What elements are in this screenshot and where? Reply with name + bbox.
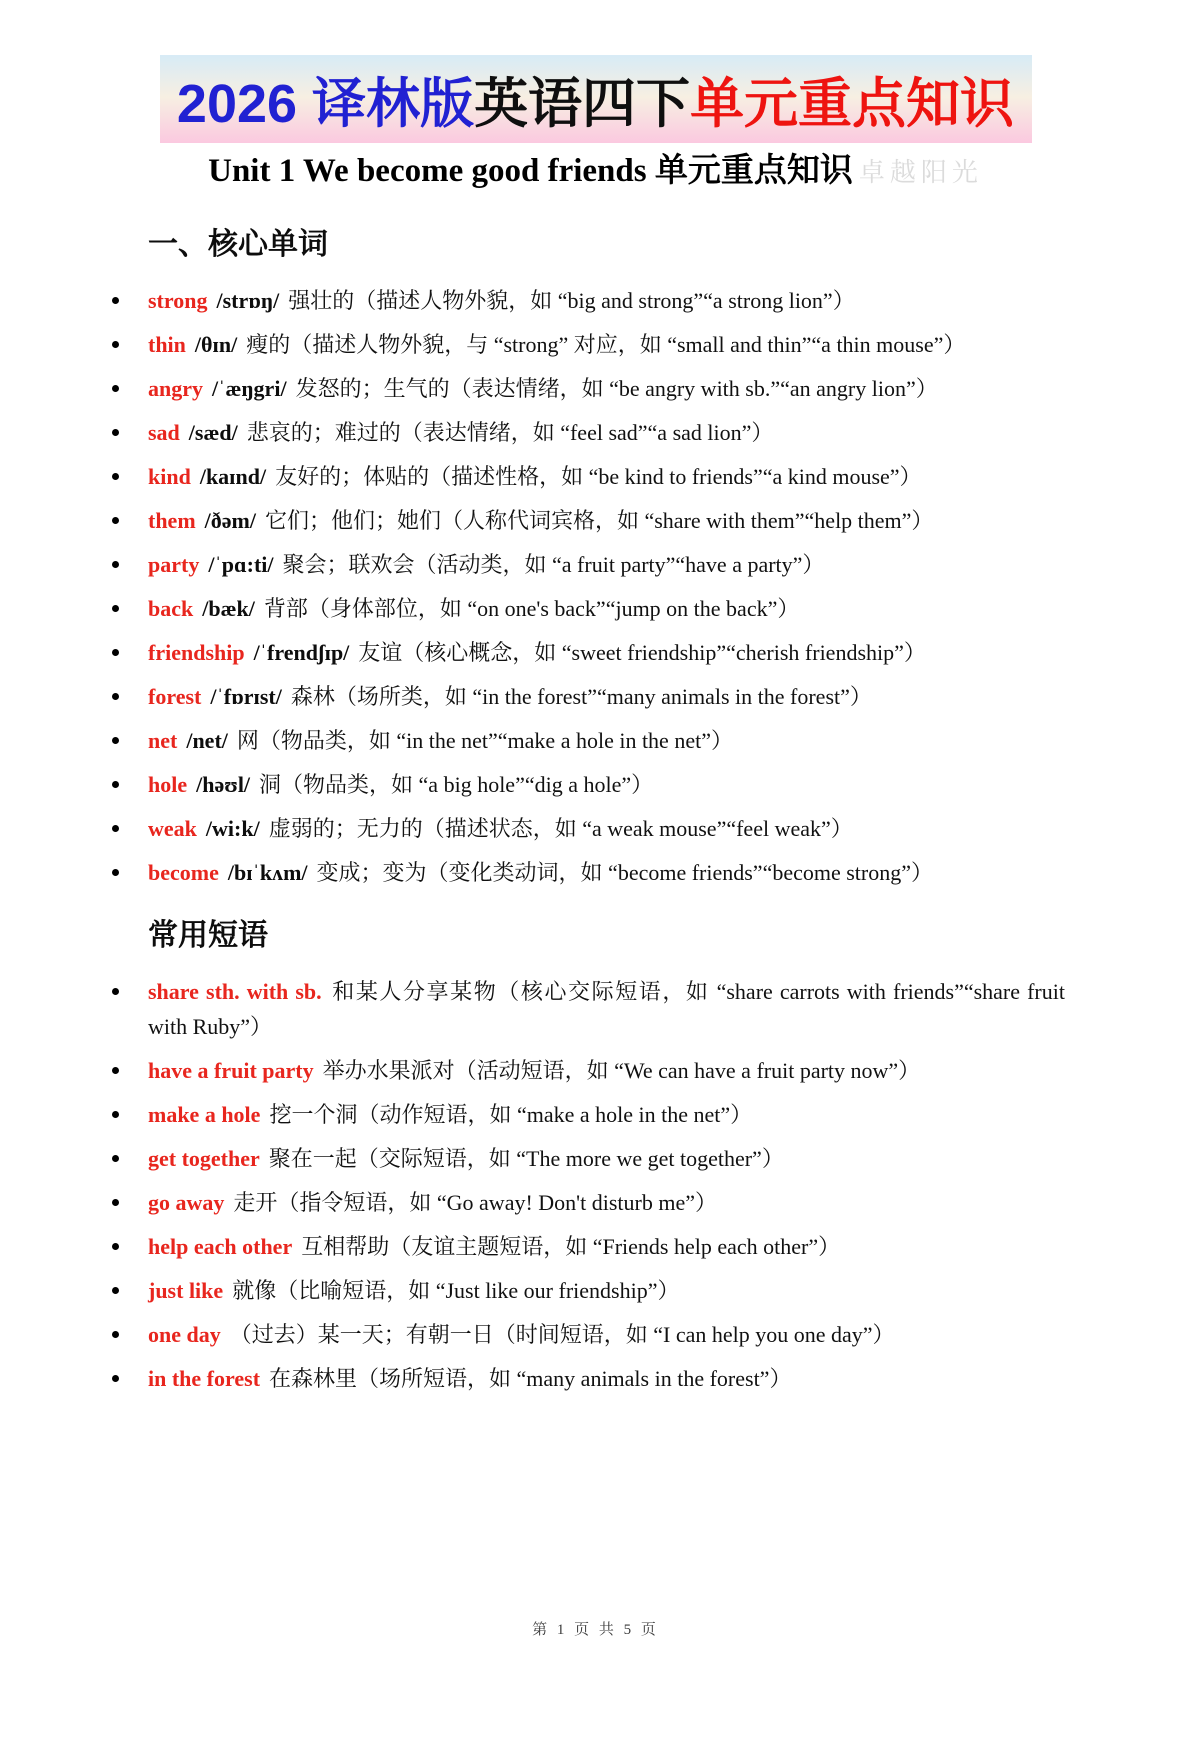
list-item xyxy=(148,1141,1065,1176)
entry-description: 瘦的（描述人物外貌，与 “strong” 对应，如 “small and thin”“a thin mouse”） xyxy=(246,332,966,357)
entry-description: 互相帮助（友谊主题短语，如 “Friends help each other”） xyxy=(301,1234,841,1259)
banner-subject-grade: 英语四下 xyxy=(474,73,691,134)
entry-phonetic: /θɪn/ xyxy=(194,332,238,357)
entry-phonetic: /bæk/ xyxy=(202,596,255,621)
list-item xyxy=(148,635,1065,670)
list-item xyxy=(148,1317,1065,1352)
entry-phonetic: /ˈfɒrɪst/ xyxy=(210,684,282,709)
entry-word: strong xyxy=(148,288,208,313)
list-item xyxy=(148,723,1065,758)
banner-key-knowledge: 单元重点知识 xyxy=(690,73,1015,134)
entry-phonetic: /kaɪnd/ xyxy=(199,464,267,489)
entry-word: kind xyxy=(148,464,191,489)
entry-word: one day xyxy=(148,1322,221,1347)
entry-word: help each other xyxy=(148,1234,293,1259)
list-item xyxy=(148,767,1065,802)
entry-description: 背部（身体部位，如 “on one's back”“jump on the back”） xyxy=(263,596,800,621)
list-item xyxy=(148,1273,1065,1308)
unit-title-text: Unit 1 We become good friends 单元重点知识 xyxy=(208,153,853,189)
entry-description: 它们；他们；她们（人称代词宾格，如 “share with them”“help them”） xyxy=(264,508,934,533)
list-item xyxy=(148,1097,1065,1132)
list-item xyxy=(148,459,1065,494)
entry-description: 森林（场所类，如 “in the forest”“many animals in the forest”） xyxy=(290,684,872,709)
banner-year-edition: 2026 译林版 xyxy=(176,73,475,134)
list-item xyxy=(148,679,1065,714)
entry-description: 强壮的（描述人物外貌，如 “big and strong”“a strong lion”） xyxy=(288,288,855,313)
entry-description: （过去）某一天；有朝一日（时间短语，如 “I can help you one day”） xyxy=(229,1322,895,1347)
common-phrases-list xyxy=(0,974,1191,1396)
entry-description: 走开（指令短语，如 “Go away! Don't disturb me”） xyxy=(233,1190,718,1215)
entry-description: 虚弱的；无力的（描述状态，如 “a weak mouse”“feel weak”） xyxy=(268,816,853,841)
entry-phonetic: /wi:k/ xyxy=(205,816,260,841)
list-item xyxy=(148,811,1065,846)
page-number: 第 1 页 共 5 页 xyxy=(532,1622,659,1638)
entry-word: in the forest xyxy=(148,1366,261,1391)
list-item xyxy=(148,415,1065,450)
entry-word: become xyxy=(148,860,219,885)
entry-phonetic: /strɒŋ/ xyxy=(216,288,280,313)
list-item xyxy=(148,371,1065,406)
entry-description: 就像（比喻短语，如 “Just like our friendship”） xyxy=(232,1278,680,1303)
entry-description: 和某人分享某物（核心交际短语，如 “share carrots with friends”“share fruit with Ruby”） xyxy=(148,979,1065,1039)
entry-phonetic: /ˈæŋgri/ xyxy=(212,376,287,401)
entry-word: party xyxy=(148,552,200,577)
list-item xyxy=(148,1053,1065,1088)
entry-phonetic: /ˈfrendʃɪp/ xyxy=(253,640,350,665)
banner-title xyxy=(160,55,1032,143)
section-heading-common-phrases: 常用短语 xyxy=(148,919,268,952)
entry-word: back xyxy=(148,596,194,621)
entry-word: them xyxy=(148,508,196,533)
entry-description: 聚在一起（交际短语，如 “The more we get together”） xyxy=(268,1146,784,1171)
entry-word: angry xyxy=(148,376,203,401)
list-item xyxy=(148,855,1065,890)
entry-description: 在森林里（场所短语，如 “many animals in the forest”） xyxy=(269,1366,792,1391)
entry-description: 友谊（核心概念，如 “sweet friendship”“cherish friendship”） xyxy=(358,640,926,665)
entry-word: share sth. with sb. xyxy=(148,979,322,1004)
list-item xyxy=(148,1229,1065,1264)
entry-description: 变成；变为（变化类动词，如 “become friends”“become strong”） xyxy=(316,860,934,885)
entry-word: net xyxy=(148,728,178,753)
entry-phonetic: /bɪˈkʌm/ xyxy=(227,860,308,885)
section-heading-core-words: 一、核心单词 xyxy=(148,228,328,261)
entry-word: thin xyxy=(148,332,186,357)
entry-word: get together xyxy=(148,1146,260,1171)
list-item xyxy=(148,974,1065,1044)
entry-description: 举办水果派对（活动短语，如 “We can have a fruit party now”） xyxy=(322,1058,921,1083)
entry-description: 挖一个洞（动作短语，如 “make a hole in the net”） xyxy=(269,1102,753,1127)
entry-description: 洞（物品类，如 “a big hole”“dig a hole”） xyxy=(259,772,654,797)
entry-phonetic: /ˈpɑ:ti/ xyxy=(208,552,274,577)
entry-phonetic: /həʊl/ xyxy=(196,772,251,797)
watermark-text: 卓越阳光 xyxy=(858,158,983,187)
entry-phonetic: /net/ xyxy=(186,728,228,753)
entry-word: forest xyxy=(148,684,202,709)
list-item xyxy=(148,327,1065,362)
entry-word: sad xyxy=(148,420,180,445)
entry-description: 悲哀的；难过的（表达情绪，如 “feel sad”“a sad lion”） xyxy=(246,420,774,445)
core-words-list xyxy=(0,283,1191,890)
entry-word: go away xyxy=(148,1190,225,1215)
entry-word: weak xyxy=(148,816,197,841)
entry-word: have a fruit party xyxy=(148,1058,314,1083)
entry-phonetic: /sæd/ xyxy=(188,420,238,445)
entry-description: 发怒的；生气的（表达情绪，如 “be angry with sb.”“an angry lion”） xyxy=(295,376,938,401)
unit-title xyxy=(0,151,1191,193)
entry-word: hole xyxy=(148,772,188,797)
entry-word: friendship xyxy=(148,640,245,665)
entry-description: 聚会；联欢会（活动类，如 “a fruit party”“have a party”） xyxy=(282,552,825,577)
list-item xyxy=(148,1361,1065,1396)
list-item xyxy=(148,1185,1065,1220)
entry-word: make a hole xyxy=(148,1102,261,1127)
list-item xyxy=(148,283,1065,318)
list-item xyxy=(148,547,1065,582)
entry-description: 网（物品类，如 “in the net”“make a hole in the net”） xyxy=(236,728,733,753)
entry-phonetic: /ðəm/ xyxy=(204,508,256,533)
list-item xyxy=(148,503,1065,538)
entry-word: just like xyxy=(148,1278,224,1303)
list-item xyxy=(148,591,1065,626)
entry-description: 友好的；体贴的（描述性格，如 “be kind to friends”“a kind mouse”） xyxy=(275,464,922,489)
